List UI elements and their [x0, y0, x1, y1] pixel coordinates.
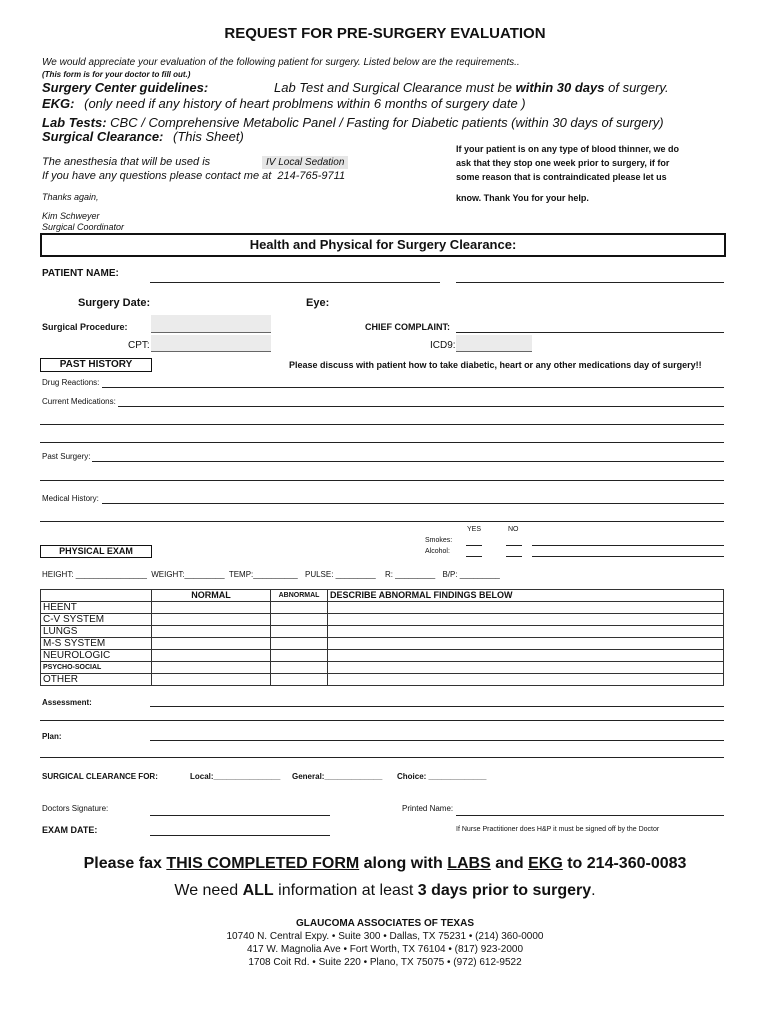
psycho-abnormal[interactable]: [271, 662, 328, 674]
row-label-other: OTHER: [41, 674, 152, 686]
contact-phone: 214-765-9711: [277, 170, 346, 182]
anesthesia-label: The anesthesia that will be used is: [42, 156, 211, 168]
blood-thinner-line2: ask that they stop one week prior to surgery, if for: [456, 158, 670, 168]
assessment-line-2[interactable]: [40, 720, 724, 721]
current-medications-label: Current Medications:: [42, 397, 116, 406]
table-header-row: [41, 590, 724, 602]
clearance-for-label: SURGICAL CLEARANCE FOR:: [42, 772, 158, 781]
physical-exam-heading: PHYSICAL EXAM: [40, 545, 152, 558]
footer-address-3: 1708 Coit Rd. • Suite 220 • Plano, TX 75075 • (972) 612-9522: [248, 957, 522, 968]
smokes-label: Smokes:: [425, 537, 453, 544]
lab-line: [42, 115, 664, 130]
other-abnormal[interactable]: [271, 674, 328, 686]
plan-label: Plan:: [42, 732, 62, 741]
describe-header: DESCRIBE ABNORMAL FINDINGS BELOW: [328, 590, 724, 602]
assessment-label: Assessment:: [42, 698, 92, 707]
fax-a: Please fax: [83, 855, 167, 872]
ekg-line: [42, 96, 526, 111]
surgery-center-text: [274, 80, 669, 95]
blood-thinner-line4: know. Thank You for your help.: [456, 193, 589, 203]
footer-org: GLAUCOMA ASSOCIATES OF TEXAS: [296, 918, 474, 929]
plan-field[interactable]: [150, 740, 724, 741]
need-e: .: [591, 882, 596, 899]
local-field[interactable]: Local:_______________: [190, 772, 281, 781]
smokes-no-field[interactable]: [506, 545, 522, 546]
surgical-procedure-label: Surgical Procedure:: [42, 322, 128, 332]
table-row: [41, 674, 724, 686]
row-label-lungs: LUNGS: [41, 626, 152, 638]
ms-describe[interactable]: [328, 638, 724, 650]
blood-thinner-line3: some reason that is contraindicated please let us: [456, 172, 667, 182]
lungs-normal[interactable]: [152, 626, 271, 638]
plan-line-2[interactable]: [40, 757, 724, 758]
temp-field[interactable]: TEMP:__________: [228, 570, 298, 579]
drug-reactions-field[interactable]: [102, 387, 724, 388]
lungs-describe[interactable]: [328, 626, 724, 638]
heent-abnormal[interactable]: [271, 602, 328, 614]
psycho-describe[interactable]: [328, 662, 724, 674]
ms-abnormal[interactable]: [271, 638, 328, 650]
doctors-signature-label: Doctors Signature:: [42, 804, 109, 813]
no-header: NO: [508, 526, 519, 533]
need-d: 3 days prior to surgery: [417, 882, 592, 899]
row-label-cv: C-V SYSTEM: [41, 614, 152, 626]
printed-name-field[interactable]: [456, 815, 724, 816]
table-row: [41, 662, 724, 674]
row-label-psycho: PSYCHO-SOCIAL: [41, 662, 152, 674]
medical-history-line-2[interactable]: [40, 521, 724, 522]
patient-name-field-2[interactable]: [456, 282, 724, 283]
ekg-text: (only need if any history of heart problmens within 6 months of surgery date ): [84, 96, 526, 111]
fax-instruction: [0, 855, 770, 873]
discuss-note: Please discuss with patient how to take diabetic, heart or any other medications day of surgery!!: [289, 360, 702, 370]
coordinator-role: Surgical Coordinator: [42, 222, 125, 232]
fax-b: THIS COMPLETED FORM: [166, 855, 360, 872]
icd9-label: ICD9:: [430, 340, 456, 351]
eye-label: Eye:: [306, 297, 330, 309]
cpt-field[interactable]: [151, 335, 271, 352]
current-medications-field[interactable]: [118, 406, 724, 407]
table-row: [41, 650, 724, 662]
choice-field[interactable]: Choice: _____________: [397, 772, 487, 781]
neuro-abnormal[interactable]: [271, 650, 328, 662]
ekg-label: EKG:: [42, 96, 75, 111]
drug-reactions-label: Drug Reactions:: [42, 378, 100, 387]
pulse-field[interactable]: PULSE: _________: [304, 570, 376, 579]
intro-text: We would appreciate your evaluation of the following patient for surgery. Listed below are the requirements..: [42, 57, 520, 68]
yes-header: YES: [467, 526, 482, 533]
past-surgery-field[interactable]: [92, 461, 724, 462]
table-row: [41, 602, 724, 614]
printed-name-label: Printed Name:: [402, 804, 454, 813]
surgery-center-label: Surgery Center guidelines:: [42, 80, 209, 95]
bp-field[interactable]: B/P: _________: [442, 570, 500, 579]
other-normal[interactable]: [152, 674, 271, 686]
current-medications-line-3[interactable]: [40, 442, 724, 443]
ms-normal[interactable]: [152, 638, 271, 650]
lab-label: Lab Tests:: [42, 115, 107, 130]
need-a: We need: [174, 882, 243, 899]
thanks-text: Thanks again,: [42, 192, 99, 202]
psycho-normal[interactable]: [152, 662, 271, 674]
need-b: ALL: [242, 882, 274, 899]
weight-field[interactable]: WEIGHT:_________: [151, 570, 225, 579]
height-field[interactable]: HEIGHT: ________________: [42, 570, 147, 579]
alcohol-no-field[interactable]: [506, 556, 522, 557]
clearance-line: [42, 129, 244, 144]
past-surgery-label: Past Surgery:: [42, 452, 91, 461]
table-header-blank: [41, 590, 152, 602]
neuro-normal[interactable]: [152, 650, 271, 662]
cv-normal[interactable]: [152, 614, 271, 626]
current-medications-line-2[interactable]: [40, 424, 724, 425]
medical-history-field[interactable]: [102, 503, 724, 504]
chief-complaint-field[interactable]: [456, 332, 724, 333]
row-label-heent: HEENT: [41, 602, 152, 614]
doctors-signature-field[interactable]: [150, 815, 330, 816]
blood-thinner-line1: If your patient is on any type of blood thinner, we do: [456, 144, 680, 154]
patient-name-label: PATIENT NAME:: [42, 268, 119, 279]
fax-d: LABS: [447, 855, 491, 872]
exam-date-field[interactable]: [150, 835, 330, 836]
normal-header: NORMAL: [152, 590, 271, 602]
cv-abnormal[interactable]: [271, 614, 328, 626]
assessment-field[interactable]: [150, 706, 724, 707]
heent-describe[interactable]: [328, 602, 724, 614]
page-title: REQUEST FOR PRE-SURGERY EVALUATION: [224, 25, 546, 42]
exam-date-label: EXAM DATE:: [42, 825, 98, 835]
past-surgery-line-2[interactable]: [40, 480, 724, 481]
past-history-heading: PAST HISTORY: [40, 358, 152, 372]
other-describe[interactable]: [328, 674, 724, 686]
general-field[interactable]: General:_____________: [292, 772, 383, 781]
coordinator-name: Kim Schweyer: [42, 211, 100, 221]
lungs-abnormal[interactable]: [271, 626, 328, 638]
anesthesia-value: IV Local Sedation: [262, 156, 348, 169]
alcohol-notes-field[interactable]: [532, 556, 724, 557]
fax-e: and: [490, 855, 529, 872]
intro-note: (This form is for your doctor to fill out.): [42, 70, 191, 79]
chief-complaint-label: CHIEF COMPLAINT:: [365, 322, 450, 332]
footer-address-2: 417 W. Magnolia Ave • Fort Worth, TX 76104 • (817) 923-2000: [246, 944, 524, 955]
lab-text: CBC / Comprehensive Metabolic Panel / Fasting for Diabetic patients (within 30 days of surgery): [110, 115, 664, 130]
clearance-text: (This Sheet): [173, 129, 244, 144]
questions-label: If you have any questions please contact me at: [42, 170, 272, 182]
need-c: information at least: [273, 882, 418, 899]
questions-text: [42, 170, 345, 182]
cpt-label: CPT:: [128, 340, 150, 351]
alcohol-yes-field[interactable]: [466, 556, 482, 557]
neuro-describe[interactable]: [328, 650, 724, 662]
alcohol-label: Alcohol:: [425, 548, 450, 555]
surgical-procedure-field[interactable]: [151, 315, 271, 333]
row-label-ms: M-S SYSTEM: [41, 638, 152, 650]
sc-text-b: within 30 days: [515, 80, 605, 95]
patient-name-field[interactable]: [150, 282, 440, 283]
sc-text-a: Lab Test and Surgical Clearance must be: [274, 80, 512, 95]
table-row: [41, 626, 724, 638]
clearance-label: Surgical Clearance:: [42, 129, 164, 144]
physical-exam-table: [40, 589, 724, 686]
row-label-neuro: NEUROLOGIC: [41, 650, 152, 662]
smokes-notes-field[interactable]: [532, 545, 724, 546]
fax-c: along with: [359, 855, 448, 872]
fax-f: EKG: [528, 855, 563, 872]
footer-address-1: 10740 N. Central Expy. • Suite 300 • Dallas, TX 75231 • (214) 360-0000: [226, 931, 544, 942]
hp-heading: Health and Physical for Surgery Clearance:: [40, 233, 726, 257]
table-row: [41, 614, 724, 626]
smokes-yes-field[interactable]: [466, 545, 482, 546]
vitals-row: [42, 570, 500, 579]
fax-g: to 214-360-0083: [562, 855, 687, 872]
surgery-date-label: Surgery Date:: [78, 297, 151, 309]
need-instruction: [0, 882, 770, 900]
heent-normal[interactable]: [152, 602, 271, 614]
table-row: [41, 638, 724, 650]
np-note: If Nurse Practitioner does H&P it must be signed off by the Doctor: [456, 826, 660, 833]
abnormal-header: ABNORMAL: [271, 590, 328, 602]
cv-describe[interactable]: [328, 614, 724, 626]
medical-history-label: Medical History:: [42, 494, 99, 503]
sc-text-c: of surgery.: [608, 80, 669, 95]
resp-field[interactable]: R: _________: [384, 570, 436, 579]
icd9-field[interactable]: [456, 335, 532, 352]
